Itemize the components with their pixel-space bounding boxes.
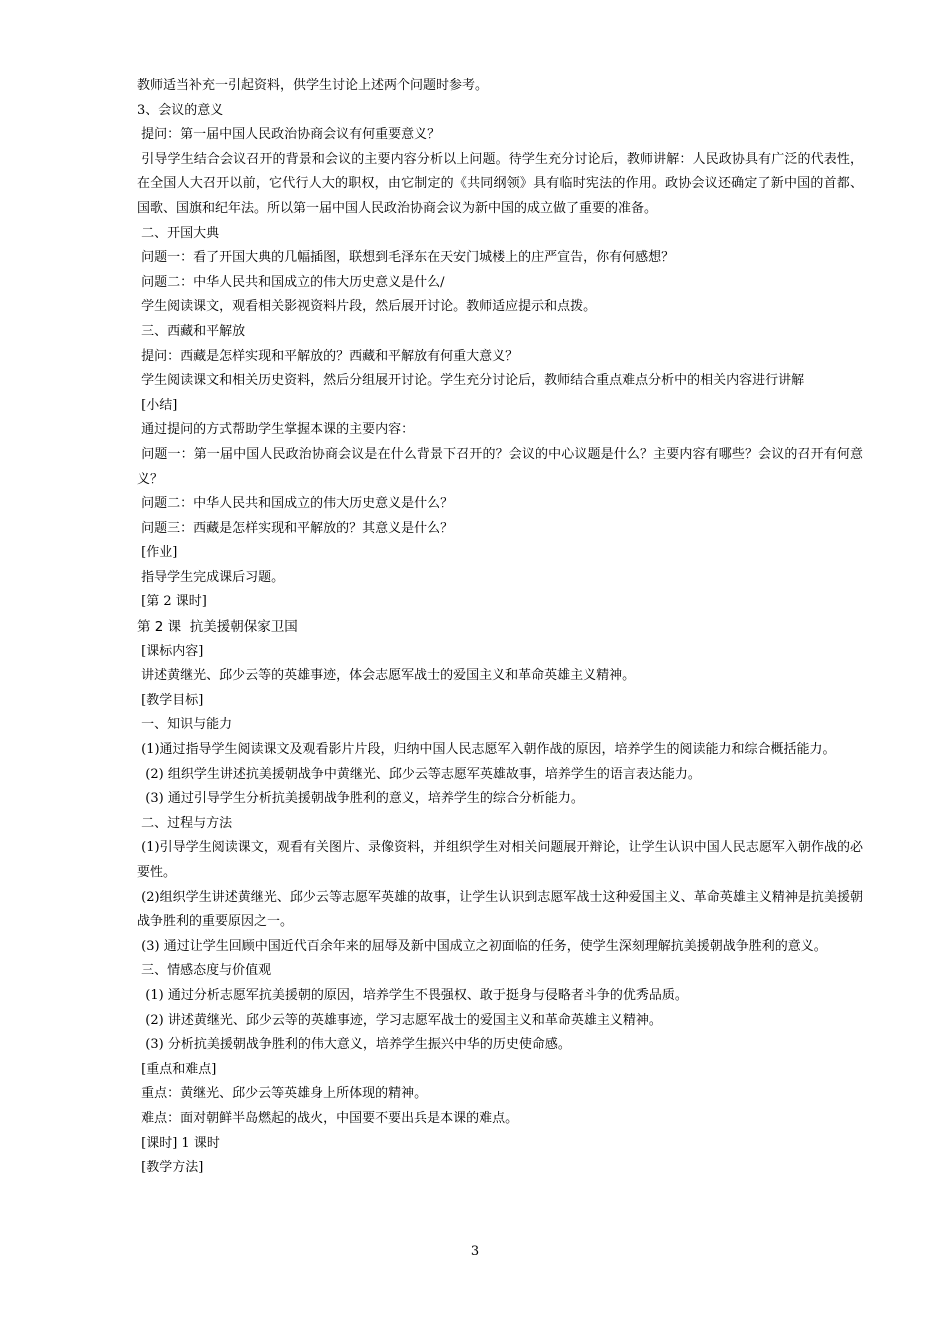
text-line: 问题一：看了开国大典的几幅插图，联想到毛泽东在天安门城楼上的庄严宣告，你有何感想？ <box>137 250 675 266</box>
text-line: 重点：黄继光、邱少云等英雄身上所体现的精神。 <box>137 1086 428 1102</box>
text-line: 提问：西藏是怎样实现和平解放的？西藏和平解放有何重大意义？ <box>137 348 519 364</box>
text-line: [课时] 1 课时 <box>137 1135 220 1151</box>
text-line: [教学方法] <box>137 1160 204 1176</box>
text-line: 问题二：中华人民共和国成立的伟大历史意义是什么/ <box>137 274 445 290</box>
text-line: 难点：面对朝鲜半岛燃起的战火，中国要不要出兵是本课的难点。 <box>137 1110 519 1126</box>
text-line: 问题三：西藏是怎样实现和平解放的？其意义是什么？ <box>137 520 454 536</box>
text-line: (3) 通过引导学生分析抗美援朝战争胜利的意义，培养学生的综合分析能力。 <box>137 791 584 807</box>
text-line: 指导学生完成课后习题。 <box>137 569 285 585</box>
text-line: 问题二：中华人民共和国成立的伟大历史意义是什么？ <box>137 496 454 512</box>
text-line: [教学目标] <box>137 692 204 708</box>
text-line: 讲述黄继光、邱少云等的英雄事迹，体会志愿军战士的爱国主义和革命英雄主义精神。 <box>137 668 636 684</box>
text-line: 二、过程与方法 <box>137 815 233 831</box>
text-line: 引导学生结合会议召开的背景和会议的主要内容分析以上问题。待学生充分讨论后，教师讲解：人民政协具有广泛的代表性，在全国人大召开以前，它代行人大的职权，由它制定的《共同纲领》具有临时宪法的作用。政协会议还确定了新中国的首都、国歌、国旗和纪年法。所以第一届中国人民政治协商会议为新中国的成立做了重要的准备。 <box>137 151 863 216</box>
text-line: (3) 通过让学生回顾中国近代百余年来的屈辱及新中国成立之初面临的任务，使学生深刻理解抗美援朝战争胜利的意义。 <box>137 938 827 954</box>
text-line: 学生阅读课文和相关历史资料，然后分组展开讨论。学生充分讨论后，教师结合重点难点分析中的相关内容进行讲解 <box>137 373 805 389</box>
text-line: (1) 通过分析志愿军抗美援朝的原因，培养学生不畏强权、敢于挺身与侵略者斗争的优秀品质。 <box>137 987 688 1003</box>
text-line: [重点和难点] <box>137 1061 217 1077</box>
text-line: (2) 讲述黄继光、邱少云等的英雄事迹，学习志愿军战士的爱国主义和革命英雄主义精神。 <box>137 1012 662 1028</box>
text-line: 问题一：第一届中国人民政治协商会议是在什么背景下召开的？会议的中心议题是什么？主要内容有哪些？会议的召开有何意义？ <box>137 446 863 487</box>
page-number: 3 <box>470 1244 480 1259</box>
text-line: 学生阅读课文，观看相关影视资料片段，然后展开讨论。教师适应提示和点拨。 <box>137 299 597 315</box>
text-line: (1)通过指导学生阅读课文及观看影片片段，归纳中国人民志愿军入朝作战的原因，培养学生的阅读能力和综合概括能力。 <box>137 742 836 758</box>
text-line: [第 2 课时] <box>137 594 207 610</box>
text-line: [课标内容] <box>137 643 204 659</box>
text-line: (2)组织学生讲述黄继光、邱少云等志愿军英雄的故事，让学生认识到志愿军战士这种爱国主义、革命英雄主义精神是抗美援朝战争胜利的重要原因之一。 <box>137 889 863 930</box>
text-line: 三、西藏和平解放 <box>137 323 246 339</box>
text-line: 三、情感态度与价值观 <box>137 963 272 979</box>
text-line: (1)引导学生阅读课文，观看有关图片、录像资料，并组织学生对相关问题展开辩论，让学生认识中国人民志愿军入朝作战的必要性。 <box>137 840 863 880</box>
text-line: 一、知识与能力 <box>137 717 233 733</box>
text-line: 教师适当补充一引起资料，供学生讨论上述两个问题时参考。 <box>137 78 489 93</box>
text-line: 3、会议的意义 <box>137 102 224 118</box>
text-line: 通过提问的方式帮助学生掌握本课的主要内容： <box>137 422 415 438</box>
text-line: (2) 组织学生讲述抗美援朝战争中黄继光、邱少云等志愿军英雄故事，培养学生的语言表达能力。 <box>137 766 701 782</box>
lesson-heading: 第 2 课 抗美援朝保家卫国 <box>137 619 298 636</box>
text-line: [小结] <box>137 397 178 413</box>
text-line: [作业] <box>137 545 178 561</box>
text-line: 二、开国大典 <box>137 225 220 241</box>
text-line: 提问：第一届中国人民政治协商会议有何重要意义？ <box>137 127 441 143</box>
document-body <box>137 74 863 1181</box>
text-line: (3) 分析抗美援朝战争胜利的伟大意义，培养学生振兴中华的历史使命感。 <box>137 1037 571 1053</box>
